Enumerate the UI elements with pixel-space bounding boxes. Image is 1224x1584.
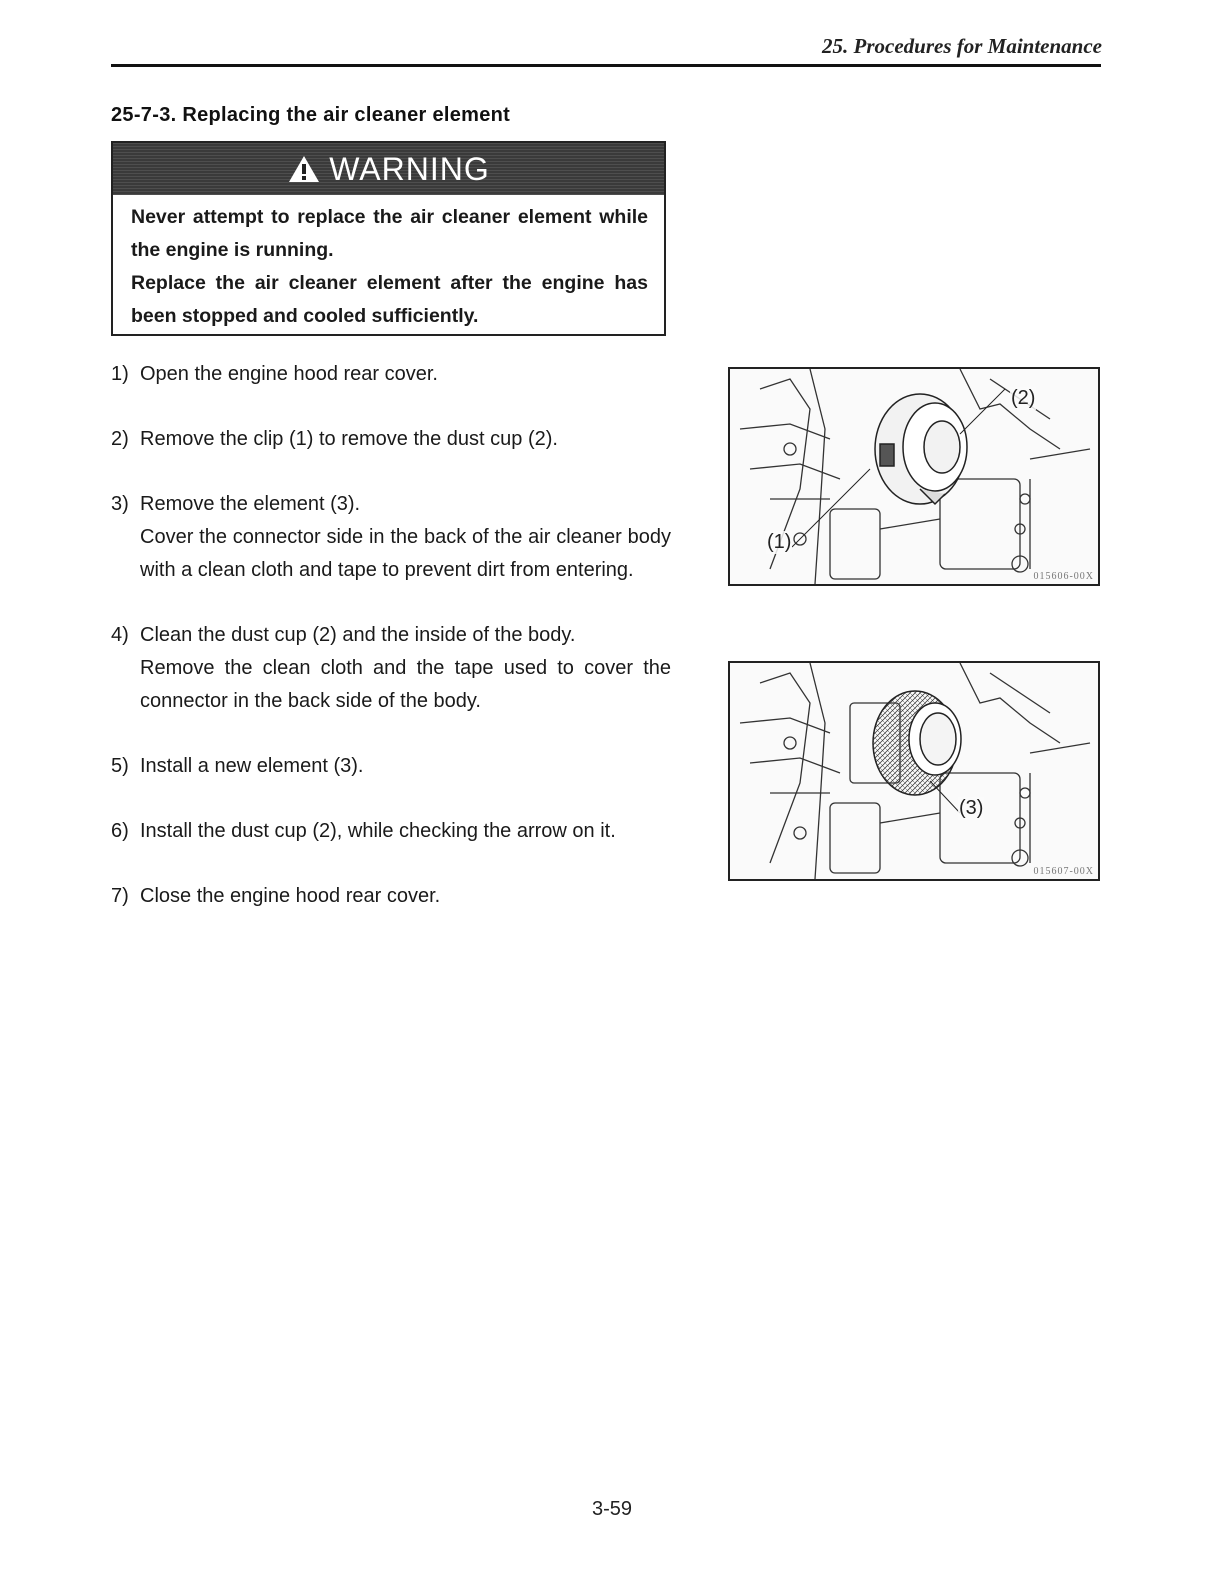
page-number: 3-59	[591, 1498, 633, 1520]
step-item	[111, 619, 671, 718]
warning-triangle-icon	[287, 154, 321, 184]
engine-illustration	[730, 663, 1098, 879]
step-line: Cover the connector side in the back of the air cleaner body with a clean cloth and tape to prevent dirt from entering.	[140, 526, 671, 581]
figure-code: 015606-00X	[1033, 571, 1094, 582]
step-line: Open the engine hood rear cover.	[140, 363, 438, 385]
step-line: Install a new element (3).	[140, 755, 364, 777]
figure-callout: (2)	[1011, 387, 1036, 409]
step-number: 2)	[111, 428, 129, 450]
step-text	[140, 488, 671, 587]
step-item	[111, 488, 671, 587]
step-number: 4)	[111, 624, 129, 646]
step-line: Remove the clip (1) to remove the dust cup (2).	[140, 428, 558, 450]
step-item	[111, 423, 671, 456]
step-line: Clean the dust cup (2) and the inside of the body.	[140, 624, 576, 646]
step-line: Close the engine hood rear cover.	[140, 885, 441, 907]
step-text	[140, 880, 671, 913]
step-text	[140, 423, 671, 456]
warning-label: WARNING	[329, 150, 490, 187]
step-number: 7)	[111, 885, 129, 907]
figure-code: 015607-00X	[1033, 866, 1094, 877]
warning-body	[113, 195, 664, 333]
figure-callout: (3)	[959, 797, 984, 819]
warning-banner	[113, 143, 664, 195]
step-line: Remove the clean cloth and the tape used to cover the connector in the back side of the body.	[140, 657, 671, 712]
step-line: Remove the element (3).	[140, 493, 361, 515]
step-text	[140, 358, 671, 391]
step-text	[140, 619, 671, 718]
header-title: 25. Procedures for Maintenance	[822, 34, 1102, 58]
step-number: 5)	[111, 755, 129, 777]
warning-text: Replace the air cleaner element after the engine has been stopped and cooled sufficiently.	[131, 272, 648, 327]
section-title: 25-7-3. Replacing the air cleaner element	[111, 104, 511, 126]
step-item	[111, 358, 671, 391]
step-item	[111, 750, 671, 783]
step-text	[140, 750, 671, 783]
step-number: 1)	[111, 363, 129, 385]
step-line: Install the dust cup (2), while checking the arrow on it.	[140, 820, 616, 842]
warning-text: Never attempt to replace the air cleaner element while the engine is running.	[131, 206, 648, 261]
step-number: 6)	[111, 820, 129, 842]
header-rule	[111, 64, 1101, 67]
figure-dust-cup-removal	[728, 367, 1100, 586]
step-item	[111, 880, 671, 913]
step-text	[140, 815, 671, 848]
figure-callout: (1)	[767, 531, 792, 553]
figure-element-replacement	[728, 661, 1100, 881]
step-item	[111, 815, 671, 848]
warning-box	[111, 141, 666, 336]
step-number: 3)	[111, 493, 129, 515]
procedure-steps	[111, 358, 671, 913]
